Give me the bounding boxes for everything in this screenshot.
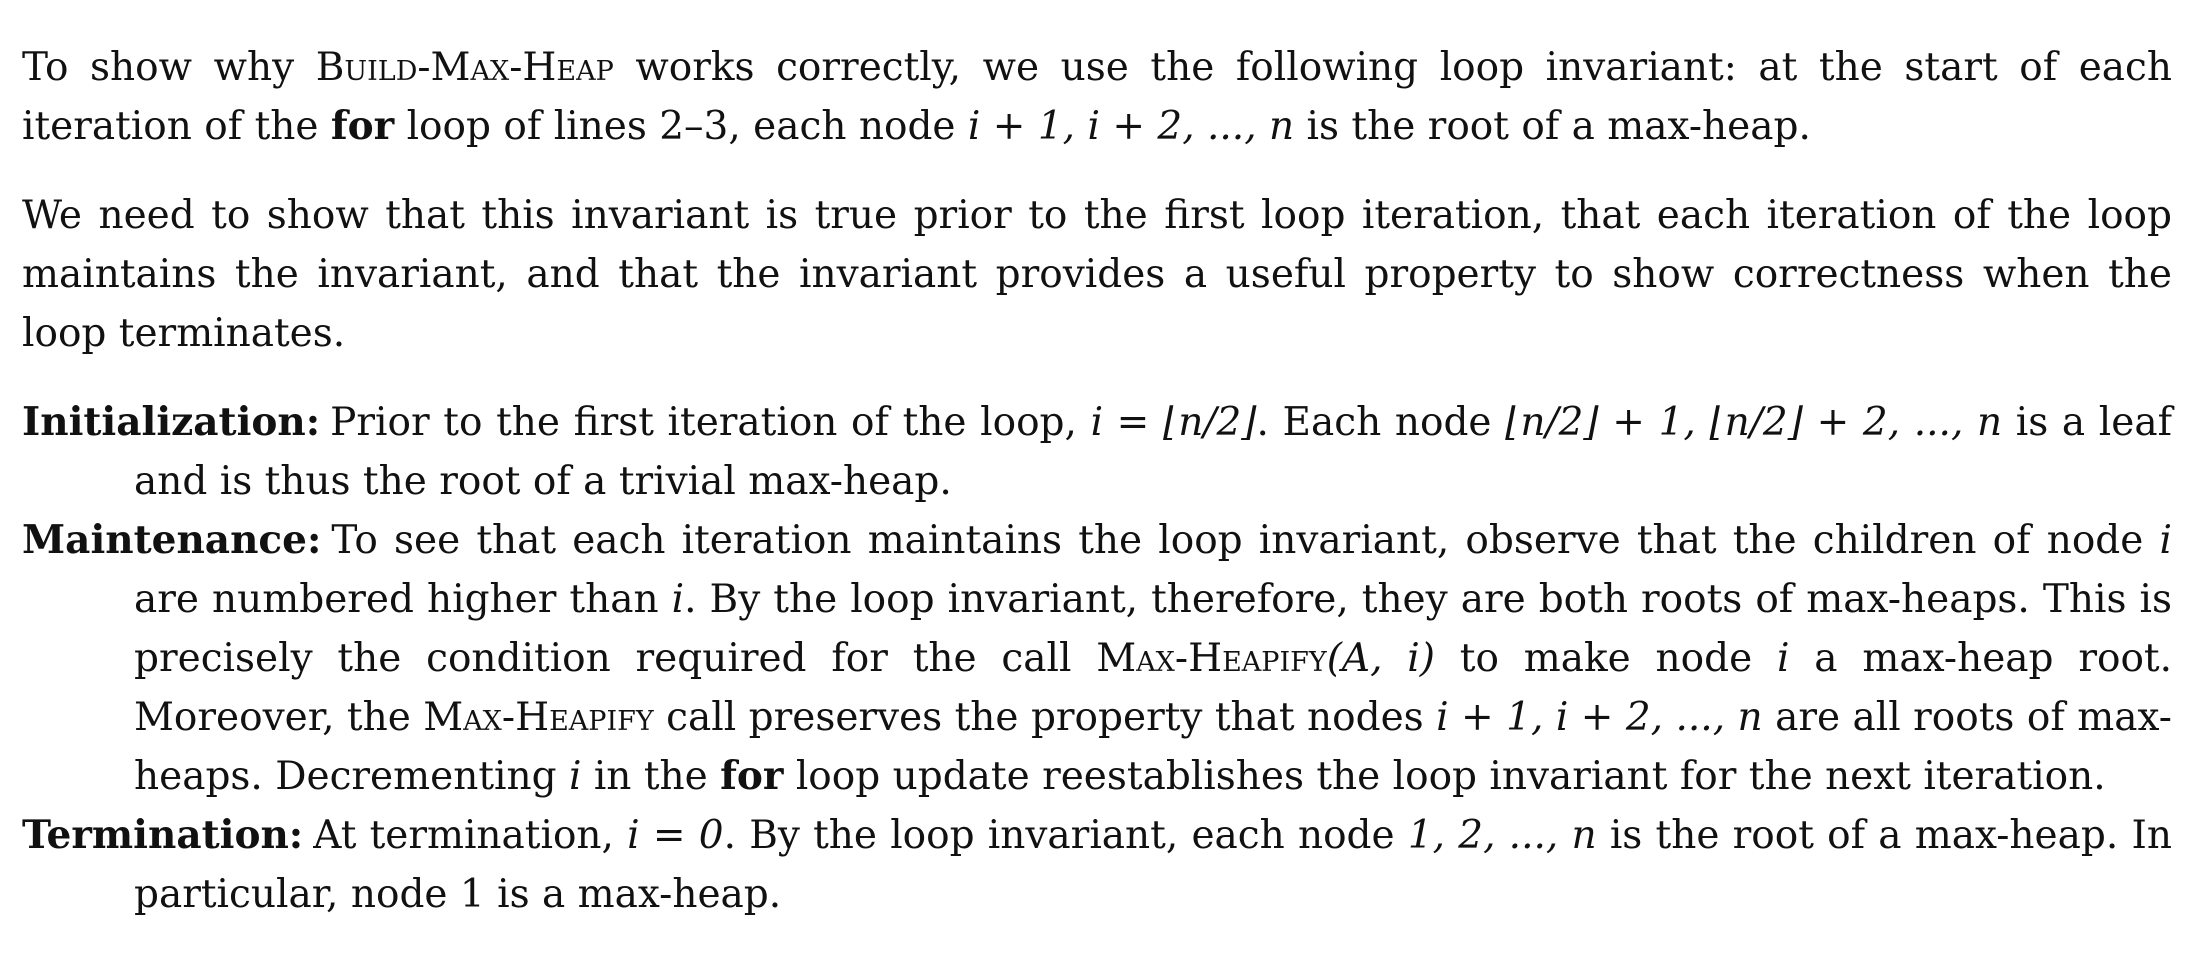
definition-term: Maintenance: bbox=[22, 517, 322, 563]
definition-item bbox=[22, 393, 2172, 511]
algorithm-name: Max-Heapify bbox=[1096, 636, 1327, 681]
math-expression: (A, i) bbox=[1326, 636, 1435, 681]
definition-term: Initialization: bbox=[22, 399, 321, 445]
math-expression: i + 1, i + 2, ..., n bbox=[1436, 695, 1763, 740]
text-run: is a leaf and is thus the root of a trivial max-heap. bbox=[134, 400, 2173, 504]
text-run: To see that each iteration maintains the loop invariant, observe that the children of node bbox=[331, 518, 2160, 563]
definition-term: Termination: bbox=[22, 812, 304, 858]
text-run: At termination, bbox=[313, 813, 628, 858]
definition-list bbox=[22, 393, 2172, 924]
text-run: are all roots of max-heaps. Decrementing bbox=[134, 695, 2172, 799]
keyword: for bbox=[720, 753, 784, 799]
keyword: for bbox=[330, 103, 395, 149]
text-run: are numbered higher than bbox=[134, 577, 672, 622]
intro-paragraphs bbox=[22, 38, 2172, 363]
text-run: loop update reestablishes the loop invariant for the next iteration. bbox=[783, 754, 2106, 799]
text-run: call preserves the property that nodes bbox=[653, 695, 1437, 740]
math-expression: i bbox=[2159, 518, 2172, 563]
text-run: is the root of a max-heap. bbox=[1294, 104, 1811, 149]
definition-item bbox=[22, 806, 2172, 924]
text-run: To show why bbox=[22, 45, 316, 90]
text-run: a max-heap root. Moreover, the bbox=[134, 636, 2172, 740]
text-run: Prior to the first iteration of the loop, bbox=[330, 400, 1091, 445]
text-run: works correctly, we use the following loop invariant: at the start of each iteration of the bbox=[22, 45, 2172, 149]
text-run: loop of lines 2–3, each node bbox=[394, 104, 968, 149]
math-expression: ⌊n/2⌋ + 1, ⌊n/2⌋ + 2, ..., n bbox=[1505, 400, 2003, 445]
math-expression: i = ⌊n/2⌋ bbox=[1090, 400, 1257, 445]
math-expression: i bbox=[568, 754, 582, 799]
algorithm-name: Max-Heapify bbox=[423, 695, 654, 740]
text-run: . By the loop invariant, therefore, they are both roots of max-heaps. This is precisely the condition required for the call bbox=[134, 577, 2172, 681]
paragraph bbox=[22, 186, 2172, 363]
text-run: . Each node bbox=[1256, 400, 1506, 445]
paragraph bbox=[22, 38, 2172, 156]
text-run: in the bbox=[581, 754, 721, 799]
math-expression: i bbox=[1777, 636, 1790, 681]
text-run: is the root of a max-heap. In particular, node 1 is a max-heap. bbox=[134, 813, 2172, 917]
algorithm-name: Build-Max-Heap bbox=[315, 45, 614, 90]
math-expression: 1, 2, ..., n bbox=[1407, 813, 1597, 858]
text-run: . By the loop invariant, each node bbox=[723, 813, 1408, 858]
text-run: We need to show that this invariant is true prior to the first loop iteration, that each iteration of the loop maintains the invariant, and that the invariant provides a useful property to show correctness when the loop terminates. bbox=[22, 193, 2172, 356]
document-page bbox=[22, 38, 2172, 924]
definition-item bbox=[22, 511, 2172, 806]
math-expression: i bbox=[671, 577, 685, 622]
text-run: to make node bbox=[1434, 636, 1777, 681]
math-expression: i + 1, i + 2, ..., n bbox=[967, 104, 1295, 149]
math-expression: i = 0 bbox=[627, 813, 724, 858]
